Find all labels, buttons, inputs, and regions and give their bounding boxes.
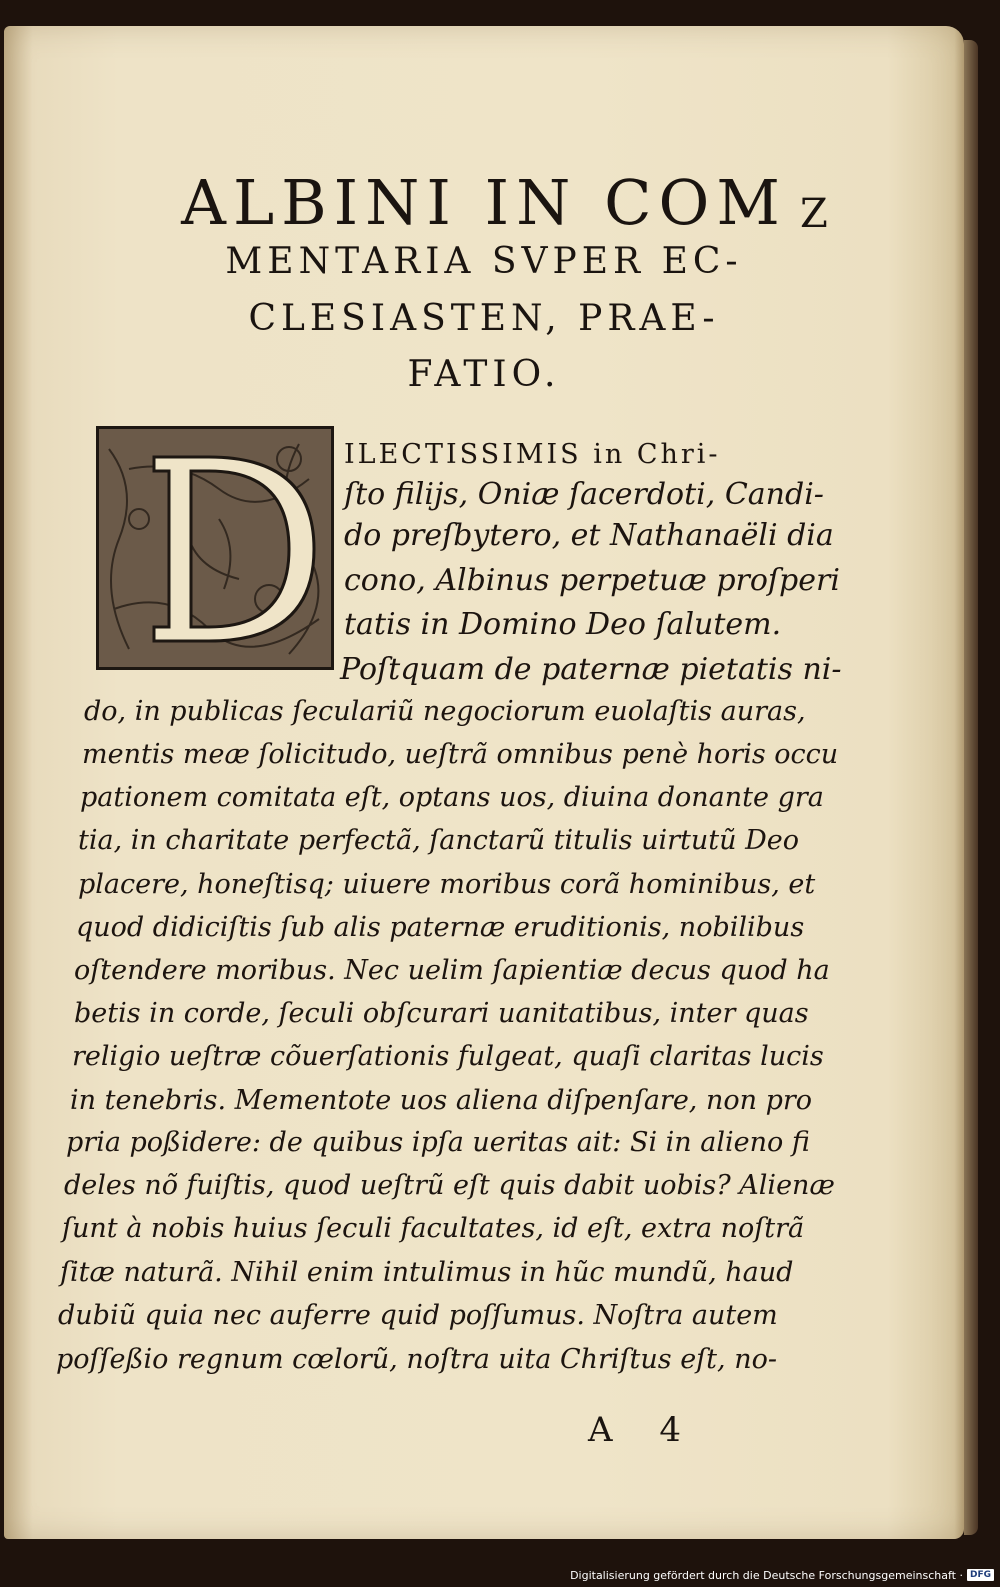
title-line-4: FATIO.	[407, 354, 561, 395]
footer-text: Digitalisierung gefördert durch die Deutsche Forschungsgemeinschaft ·	[570, 1568, 963, 1582]
text-line-8: mentis meæ ſolicitudo, ueſtrã omnibus penè horis occu	[82, 739, 839, 770]
text-line-9: pationem comitata eſt, optans uos, diuina donante gra	[80, 782, 824, 813]
decorated-initial-d-image	[96, 426, 334, 670]
text-line-10: tia, in charitate perfectã, ſanctarũ titulis uirtutũ Deo	[78, 825, 799, 856]
text-line-17: pria poßidere: de quibus ipſa ueritas ait: Si in alieno fi	[66, 1127, 810, 1158]
text-line-1	[344, 439, 721, 469]
title-line-2: MENTARIA SVPER EC-	[225, 241, 743, 282]
text-line-18: deles nõ fuiſtis, quod ueſtrũ eſt quis dabit uobis? Alienæ	[64, 1170, 835, 1201]
text-line-22: poſſeßio regnum cœlorũ, noſtra uita Chriſtus eſt, no-	[56, 1344, 777, 1375]
margin-mark: Z	[800, 191, 828, 237]
book-page	[4, 26, 964, 1539]
text-line-6: Poſtquam de paternæ pietatis ni-	[340, 652, 842, 687]
signature-mark: A 4	[588, 1410, 699, 1450]
text-line-7: do, in publicas ſeculariũ negociorum euolaſtis auras,	[84, 696, 806, 727]
text-line-13: oſtendere moribus. Nec uelim ſapientiæ decus quod ha	[74, 955, 830, 986]
text-line-3: do preſbytero, et Nathanaëli dia	[344, 518, 834, 553]
text-line-16: in tenebris. Mementote uos aliena diſpenſare, non pro	[70, 1085, 813, 1116]
text-line-15: religio ueſtræ cõuerſationis fulgeat, quaſi claritas lucis	[72, 1041, 824, 1072]
footer-credit	[570, 1567, 994, 1583]
dfg-logo-icon: DFG	[967, 1569, 994, 1581]
title-line-3: CLESIASTEN, PRAE-	[248, 298, 720, 339]
text-line-2: ſto filijs, Oniæ ſacerdoti, Candi-	[344, 477, 824, 512]
text-line-21: dubiũ quia nec auferre quid poſſumus. Noſtra autem	[58, 1300, 778, 1331]
text-line-5: tatis in Domino Deo ſalutem.	[344, 607, 782, 642]
text-line-4: cono, Albinus perpetuæ proſperi	[344, 563, 840, 598]
text-line-14: betis in corde, ſeculi obſcurari uanitatibus, inter quas	[74, 998, 809, 1029]
title-line-1: ALBINI IN COM	[181, 166, 787, 239]
text-line-20: ſitæ naturã. Nihil enim intulimus in hũc mundũ, haud	[60, 1257, 794, 1288]
text-line-11: placere, honeſtisq; uiuere moribus corã hominibus, et	[78, 869, 816, 900]
text-line-12: quod didiciſtis ſub alis paternæ eruditionis, nobilibus	[76, 912, 805, 943]
page-edge	[964, 40, 978, 1535]
text-line-1-content: ILECTISSIMIS in Chri-	[344, 439, 721, 470]
text-line-19: ſunt à nobis huius ſeculi facultates, id eſt, extra noſtrã	[62, 1213, 805, 1244]
